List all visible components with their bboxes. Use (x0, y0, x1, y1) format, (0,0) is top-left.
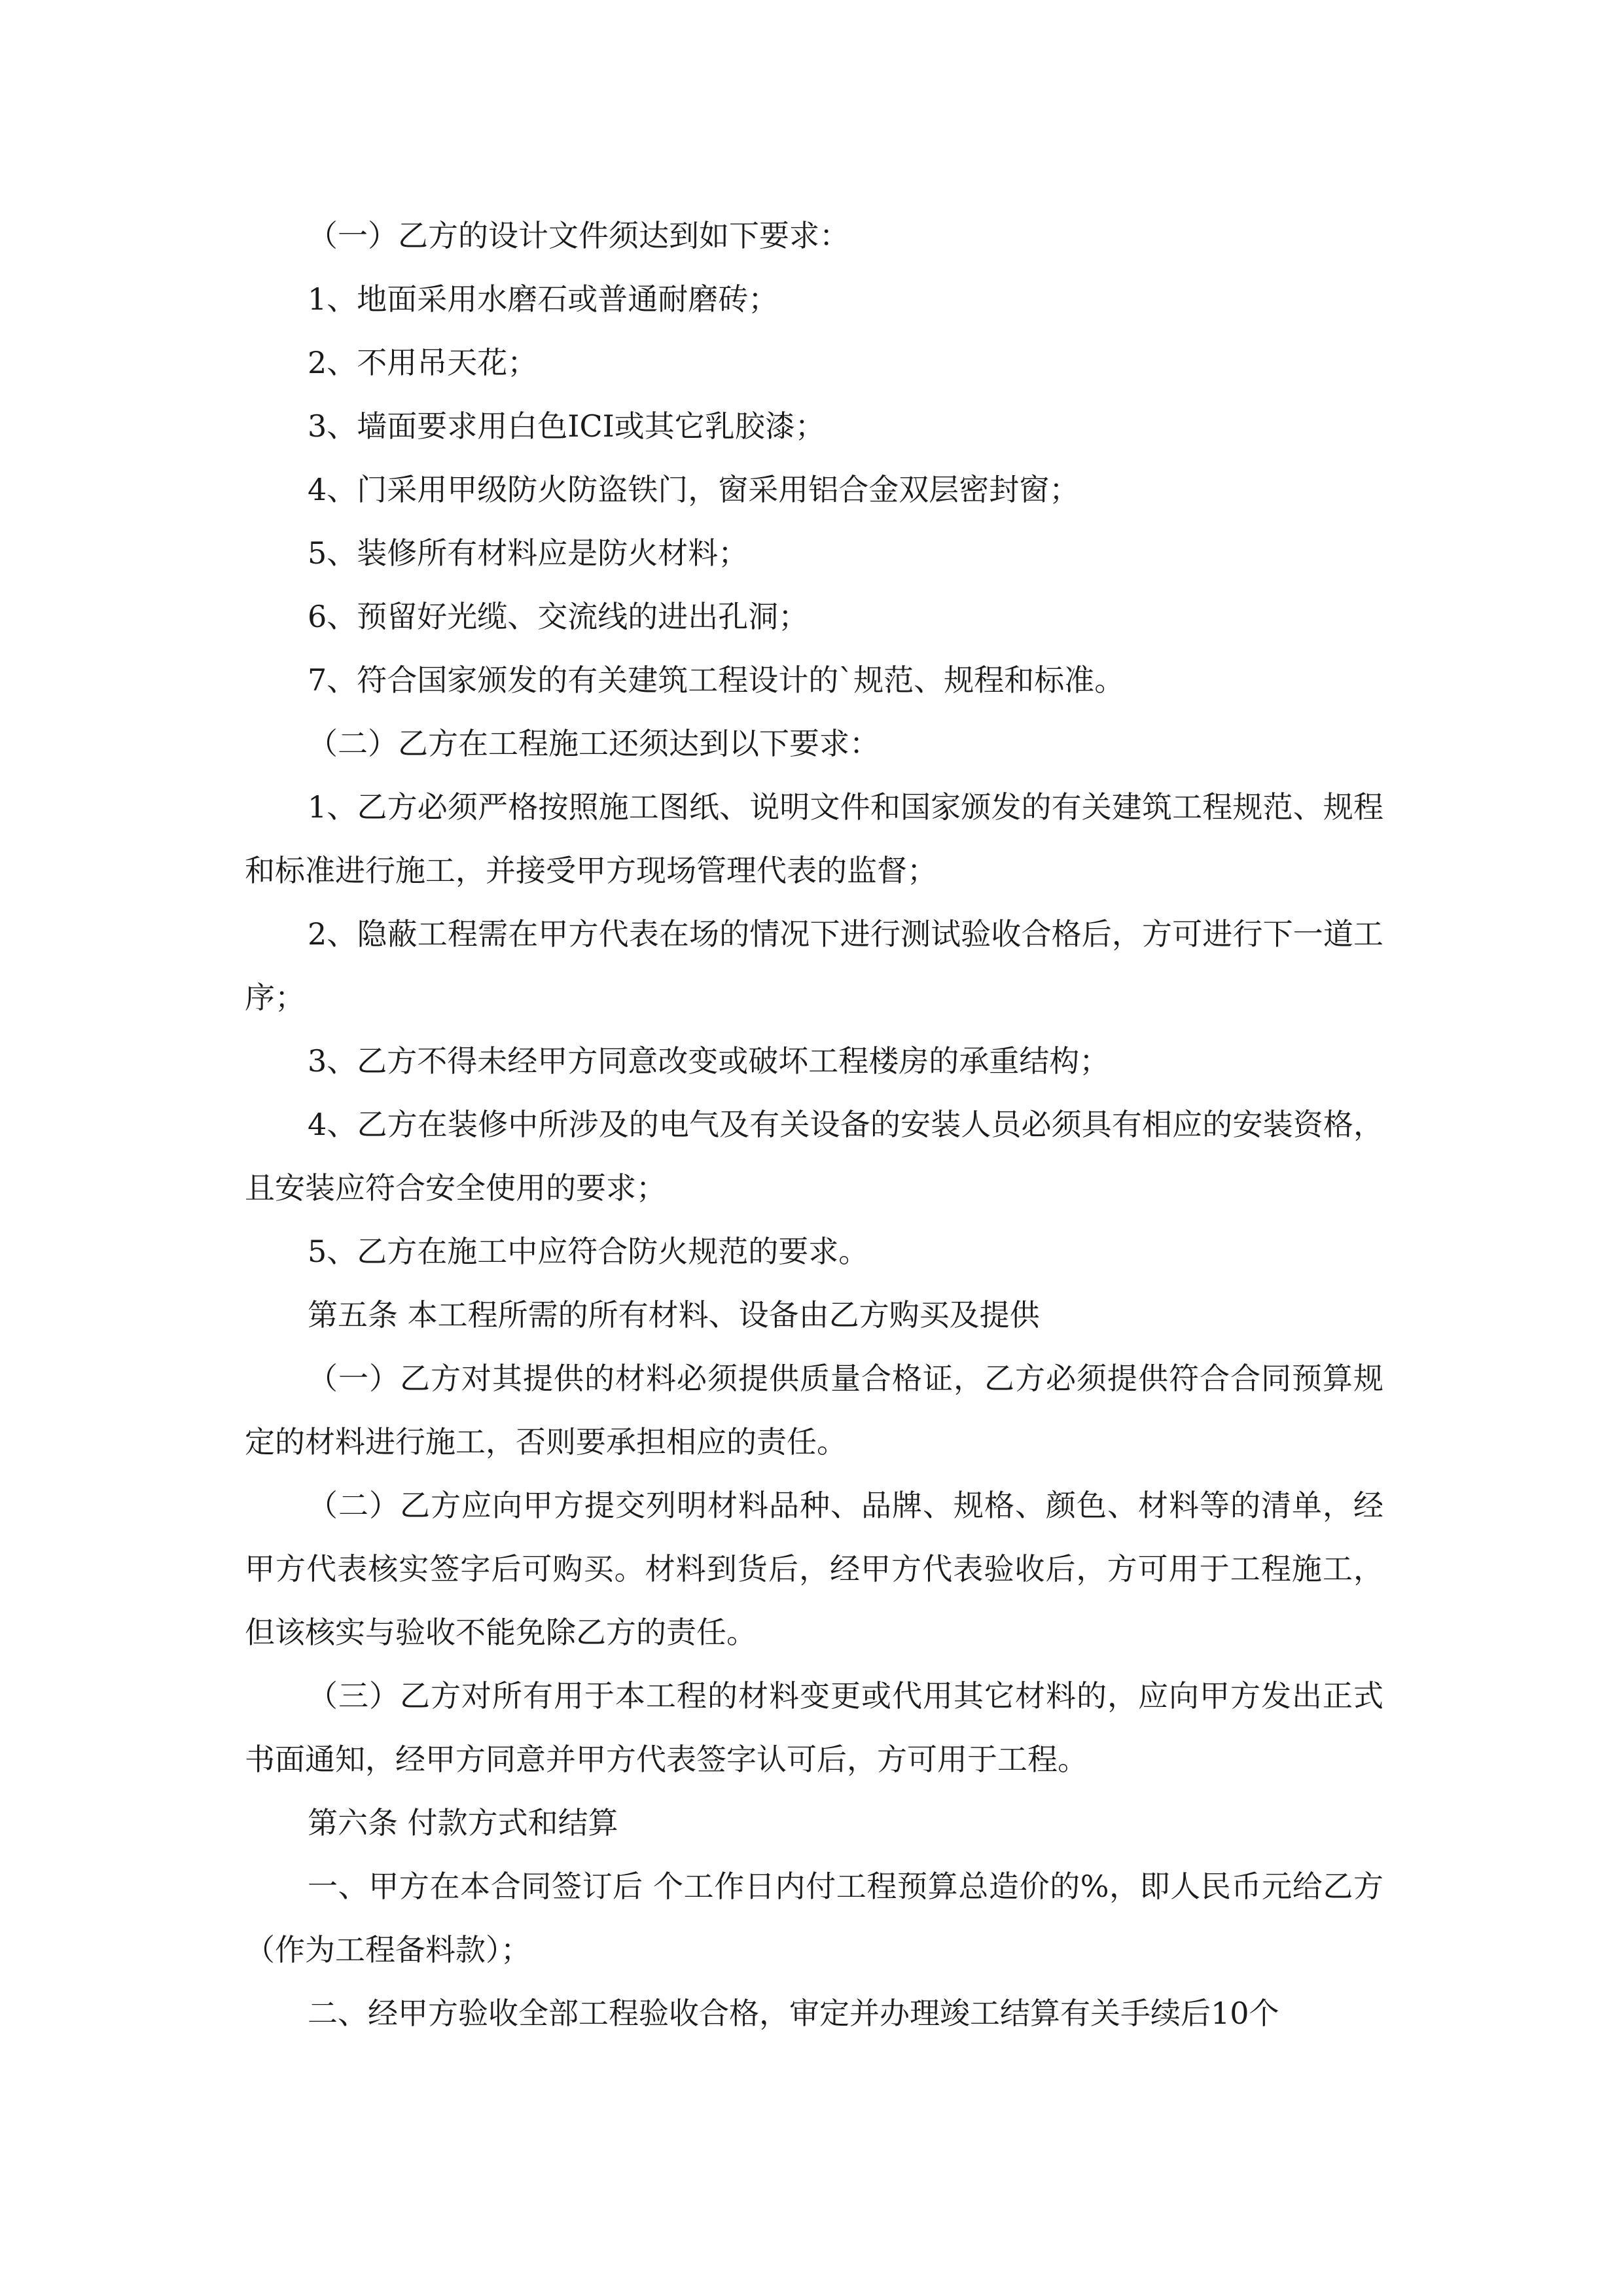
construction-item-5: 5、乙方在施工中应符合防火规范的要求。 (308, 1234, 869, 1269)
design-item-5: 5、装修所有材料应是防火材料； (308, 535, 749, 571)
design-item-3: 3、墙面要求用白色ICI或其它乳胶漆； (308, 408, 825, 444)
clause-construction-requirements-heading: （二）乙方在工程施工还须达到以下要求： (308, 726, 880, 761)
article-5-item-2: （二）乙方应向甲方提交列明材料品种、品牌、规格、颜色、材料等的清单，经甲方代表核实签字后可购买。材料到货后，经甲方代表验收后，方可用于工程施工，但该核实与验收不能免除乙方的责任。 (245, 1488, 1383, 1650)
article-5-heading: 第五条 本工程所需的所有材料、设备由乙方购买及提供 (308, 1297, 1040, 1333)
construction-item-4: 4、乙方在装修中所涉及的电气及有关设备的安装人员必须具有相应的安装资格，且安装应符合安全使用的要求； (245, 1107, 1383, 1206)
construction-item-3: 3、乙方不得未经甲方同意改变或破坏工程楼房的承重结构； (308, 1043, 1110, 1079)
design-item-6: 6、预留好光缆、交流线的进出孔洞； (308, 599, 809, 634)
design-item-2: 2、不用吊天花； (308, 345, 538, 380)
article-6-item-2: 二、经甲方验收全部工程验收合格，审定并办理竣工结算有关手续后10个 (308, 1996, 1279, 2031)
design-item-4: 4、门采用甲级防火防盗铁门，窗采用铝合金双层密封窗； (308, 472, 1080, 507)
article-5-item-3: （三）乙方对所有用于本工程的材料变更或代用其它材料的，应向甲方发出正式书面通知，经甲方同意并甲方代表签字认可后，方可用于工程。 (245, 1678, 1383, 1777)
design-item-7: 7、符合国家颁发的有关建筑工程设计的`规范、规程和标准。 (308, 662, 1125, 698)
construction-item-2: 2、隐蔽工程需在甲方代表在场的情况下进行测试验收合格后，方可进行下一道工序； (245, 916, 1383, 1015)
article-6-heading: 第六条 付款方式和结算 (308, 1805, 618, 1840)
article-5-item-1: （一）乙方对其提供的材料必须提供质量合格证，乙方必须提供符合合同预算规定的材料进行施工，否则要承担相应的责任。 (245, 1361, 1383, 1460)
article-6-item-1: 一、甲方在本合同签订后 个工作日内付工程预算总造价的%，即人民币元给乙方（作为工程备料款）； (245, 1869, 1383, 1967)
construction-item-1: 1、乙方必须严格按照施工图纸、说明文件和国家颁发的有关建筑工程规范、规程和标准进行施工，并接受甲方现场管理代表的监督； (245, 789, 1383, 888)
contract-body (245, 204, 1383, 2045)
design-item-1: 1、地面采用水磨石或普通耐磨砖； (308, 281, 779, 317)
clause-design-requirements-heading: （一）乙方的设计文件须达到如下要求： (308, 218, 849, 253)
